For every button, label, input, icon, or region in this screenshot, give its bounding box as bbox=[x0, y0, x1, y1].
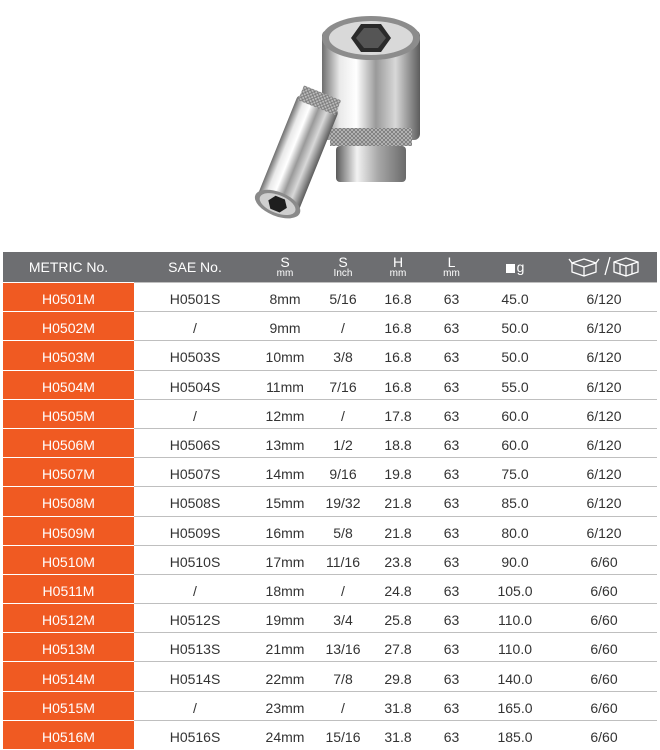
cell-l bbox=[424, 486, 479, 515]
small-socket bbox=[251, 84, 345, 224]
cell-g bbox=[479, 691, 551, 720]
sae-value: H0513S bbox=[169, 641, 221, 658]
cell-sae bbox=[134, 340, 256, 369]
h-value: 29.8 bbox=[384, 670, 412, 687]
cell-h bbox=[372, 603, 424, 632]
cell-g bbox=[479, 545, 551, 574]
cell-l bbox=[424, 661, 479, 690]
table-row bbox=[3, 370, 657, 399]
header-packaging bbox=[551, 252, 657, 282]
s-mm-value: 24mm bbox=[265, 728, 305, 745]
cell-l bbox=[424, 370, 479, 399]
header-h-mm: H mm bbox=[389, 253, 407, 279]
pack-value: 6/120 bbox=[586, 407, 622, 424]
h-value: 17.8 bbox=[384, 407, 412, 424]
cell-sae bbox=[134, 428, 256, 457]
l-value: 63 bbox=[443, 524, 460, 541]
cell-h bbox=[372, 691, 424, 720]
s-mm-value: 23mm bbox=[265, 699, 305, 716]
metric-value: H0513M bbox=[42, 641, 95, 658]
metric-value: H0510M bbox=[42, 553, 95, 570]
metric-value: H0508M bbox=[42, 495, 95, 512]
cell-h bbox=[372, 340, 424, 369]
cell-g bbox=[479, 574, 551, 603]
sae-value: H0508S bbox=[169, 495, 221, 512]
cell-s-inch bbox=[314, 340, 372, 369]
cell-s-inch bbox=[314, 603, 372, 632]
cell-l bbox=[424, 603, 479, 632]
cell-s-inch bbox=[314, 720, 372, 749]
pack-value: 6/120 bbox=[586, 320, 622, 337]
cell-h bbox=[372, 282, 424, 311]
table-row bbox=[3, 282, 657, 311]
cell-s-mm bbox=[256, 399, 314, 428]
cell-pack bbox=[551, 661, 657, 690]
pack-value: 6/60 bbox=[590, 699, 618, 716]
sae-value: H0516S bbox=[169, 728, 221, 745]
s-inch-value: / bbox=[341, 699, 345, 716]
cell-g bbox=[479, 632, 551, 661]
table-row bbox=[3, 574, 657, 603]
metric-value: H0503M bbox=[42, 349, 95, 366]
g-value: 50.0 bbox=[501, 320, 529, 337]
s-inch-value: 15/16 bbox=[325, 728, 361, 745]
cell-h bbox=[372, 428, 424, 457]
l-value: 63 bbox=[443, 670, 460, 687]
cell-metric bbox=[3, 720, 134, 749]
s-inch-value: 7/16 bbox=[329, 378, 357, 395]
s-inch-value: 1/2 bbox=[333, 437, 353, 454]
cell-l bbox=[424, 720, 479, 749]
cell-pack bbox=[551, 370, 657, 399]
cell-sae bbox=[134, 603, 256, 632]
s-inch-value: 3/8 bbox=[333, 349, 353, 366]
cell-h bbox=[372, 399, 424, 428]
cell-pack bbox=[551, 486, 657, 515]
cell-sae bbox=[134, 545, 256, 574]
cell-sae bbox=[134, 486, 256, 515]
cell-pack bbox=[551, 399, 657, 428]
s-mm-value: 18mm bbox=[265, 582, 305, 599]
s-mm-value: 17mm bbox=[265, 553, 305, 570]
sae-value: / bbox=[193, 699, 197, 716]
table-header-row bbox=[3, 252, 657, 282]
cell-sae bbox=[134, 632, 256, 661]
metric-value: H0502M bbox=[42, 320, 95, 337]
table-row bbox=[3, 340, 657, 369]
table-row bbox=[3, 399, 657, 428]
cell-h bbox=[372, 516, 424, 545]
pack-value: 6/60 bbox=[590, 582, 618, 599]
s-inch-value: 9/16 bbox=[329, 466, 357, 483]
s-mm-value: 9mm bbox=[269, 320, 301, 337]
g-value: 50.0 bbox=[501, 349, 529, 366]
cell-pack bbox=[551, 545, 657, 574]
cell-pack bbox=[551, 632, 657, 661]
cell-g bbox=[479, 399, 551, 428]
table-row bbox=[3, 311, 657, 340]
sae-value: H0507S bbox=[169, 466, 221, 483]
header-s-inch: S Inch bbox=[333, 253, 353, 279]
table-row bbox=[3, 661, 657, 690]
h-value: 21.8 bbox=[384, 495, 412, 512]
h-value: 16.8 bbox=[384, 378, 412, 395]
cell-s-mm bbox=[256, 603, 314, 632]
cell-s-inch bbox=[314, 486, 372, 515]
cell-pack bbox=[551, 516, 657, 545]
cell-s-mm bbox=[256, 428, 314, 457]
g-value: 165.0 bbox=[497, 699, 533, 716]
l-value: 63 bbox=[443, 378, 460, 395]
cell-s-mm bbox=[256, 370, 314, 399]
cell-metric bbox=[3, 428, 134, 457]
cell-pack bbox=[551, 603, 657, 632]
box-carton-icon bbox=[568, 255, 640, 277]
g-value: 85.0 bbox=[501, 495, 529, 512]
h-value: 19.8 bbox=[384, 466, 412, 483]
header-metric-no: METRIC No. bbox=[28, 259, 109, 275]
s-mm-value: 19mm bbox=[265, 612, 305, 629]
cell-g bbox=[479, 457, 551, 486]
s-inch-value: 5/8 bbox=[333, 524, 353, 541]
g-value: 45.0 bbox=[501, 291, 529, 308]
g-value: 110.0 bbox=[498, 641, 532, 658]
header-l-mm: L mm bbox=[443, 253, 460, 279]
cell-sae bbox=[134, 370, 256, 399]
cell-g bbox=[479, 603, 551, 632]
s-mm-value: 12mm bbox=[265, 407, 305, 424]
l-value: 63 bbox=[443, 320, 460, 337]
cell-h bbox=[372, 661, 424, 690]
metric-value: H0514M bbox=[42, 670, 95, 687]
cell-pack bbox=[551, 720, 657, 749]
cell-sae bbox=[134, 399, 256, 428]
g-value: 75.0 bbox=[501, 466, 529, 483]
l-value: 63 bbox=[443, 582, 460, 599]
sae-value: H0504S bbox=[169, 378, 221, 395]
sae-value: H0501S bbox=[169, 291, 221, 308]
pack-value: 6/120 bbox=[586, 349, 622, 366]
h-value: 21.8 bbox=[384, 524, 412, 541]
cell-g bbox=[479, 428, 551, 457]
pack-value: 6/120 bbox=[586, 524, 622, 541]
s-inch-value: 3/4 bbox=[333, 612, 353, 629]
cell-l bbox=[424, 691, 479, 720]
sae-value: H0506S bbox=[169, 437, 221, 454]
cell-h bbox=[372, 574, 424, 603]
weight-icon bbox=[506, 264, 515, 273]
h-value: 25.8 bbox=[384, 612, 412, 629]
cell-metric bbox=[3, 311, 134, 340]
pack-value: 6/120 bbox=[586, 378, 622, 395]
s-inch-value: 19/32 bbox=[325, 495, 361, 512]
cell-metric bbox=[3, 516, 134, 545]
cell-metric bbox=[3, 603, 134, 632]
table-row bbox=[3, 603, 657, 632]
cell-h bbox=[372, 311, 424, 340]
cell-s-mm bbox=[256, 486, 314, 515]
cell-l bbox=[424, 311, 479, 340]
cell-g bbox=[479, 311, 551, 340]
cell-sae bbox=[134, 516, 256, 545]
cell-s-mm bbox=[256, 545, 314, 574]
cell-l bbox=[424, 282, 479, 311]
metric-value: H0506M bbox=[42, 437, 95, 454]
cell-s-mm bbox=[256, 457, 314, 486]
pack-value: 6/60 bbox=[590, 612, 618, 629]
sae-value: H0514S bbox=[169, 670, 221, 687]
s-mm-value: 14mm bbox=[265, 466, 305, 483]
cell-s-inch bbox=[314, 282, 372, 311]
pack-value: 6/120 bbox=[586, 437, 622, 454]
cell-metric bbox=[3, 370, 134, 399]
l-value: 63 bbox=[443, 407, 460, 424]
cell-l bbox=[424, 516, 479, 545]
l-value: 63 bbox=[443, 437, 460, 454]
cell-s-mm bbox=[256, 516, 314, 545]
cell-l bbox=[424, 340, 479, 369]
s-inch-value: / bbox=[341, 407, 345, 424]
h-value: 18.8 bbox=[384, 437, 412, 454]
cell-pack bbox=[551, 340, 657, 369]
cell-g bbox=[479, 340, 551, 369]
cell-l bbox=[424, 457, 479, 486]
g-value: 60.0 bbox=[501, 407, 529, 424]
cell-s-mm bbox=[256, 311, 314, 340]
cell-l bbox=[424, 545, 479, 574]
cell-h bbox=[372, 632, 424, 661]
s-mm-value: 10mm bbox=[265, 349, 305, 366]
cell-s-inch bbox=[314, 370, 372, 399]
metric-value: H0511M bbox=[42, 582, 95, 599]
s-mm-value: 22mm bbox=[265, 670, 305, 687]
cell-s-inch bbox=[314, 428, 372, 457]
cell-h bbox=[372, 486, 424, 515]
l-value: 63 bbox=[443, 612, 460, 629]
h-value: 16.8 bbox=[384, 291, 412, 308]
cell-metric bbox=[3, 457, 134, 486]
cell-h bbox=[372, 457, 424, 486]
h-value: 27.8 bbox=[384, 641, 412, 658]
g-value: 105.0 bbox=[497, 582, 533, 599]
cell-sae bbox=[134, 574, 256, 603]
table-row bbox=[3, 720, 657, 749]
l-value: 63 bbox=[443, 466, 460, 483]
l-value: 63 bbox=[443, 495, 460, 512]
pack-value: 6/60 bbox=[590, 553, 618, 570]
cell-s-inch bbox=[314, 661, 372, 690]
table-row bbox=[3, 545, 657, 574]
cell-g bbox=[479, 282, 551, 311]
g-value: 110.0 bbox=[498, 612, 532, 629]
cell-pack bbox=[551, 457, 657, 486]
h-value: 16.8 bbox=[384, 349, 412, 366]
cell-s-inch bbox=[314, 399, 372, 428]
g-value: 55.0 bbox=[501, 378, 529, 395]
cell-pack bbox=[551, 574, 657, 603]
cell-g bbox=[479, 661, 551, 690]
cell-s-mm bbox=[256, 632, 314, 661]
metric-value: H0505M bbox=[42, 407, 95, 424]
s-inch-value: / bbox=[341, 582, 345, 599]
cell-metric bbox=[3, 632, 134, 661]
cell-sae bbox=[134, 457, 256, 486]
cell-pack bbox=[551, 282, 657, 311]
s-mm-value: 13mm bbox=[265, 437, 305, 454]
l-value: 63 bbox=[443, 728, 460, 745]
cell-s-inch bbox=[314, 311, 372, 340]
metric-value: H0507M bbox=[42, 466, 95, 483]
cell-sae bbox=[134, 691, 256, 720]
metric-value: H0516M bbox=[42, 728, 95, 745]
s-mm-value: 16mm bbox=[265, 524, 305, 541]
h-value: 23.8 bbox=[384, 553, 412, 570]
header-sae-no: SAE No. bbox=[168, 259, 222, 275]
metric-value: H0509M bbox=[42, 524, 95, 541]
cell-sae bbox=[134, 282, 256, 311]
pack-value: 6/120 bbox=[586, 291, 622, 308]
s-mm-value: 21mm bbox=[265, 641, 305, 658]
l-value: 63 bbox=[443, 291, 460, 308]
s-inch-value: 7/8 bbox=[333, 670, 353, 687]
h-value: 16.8 bbox=[384, 320, 412, 337]
cell-s-inch bbox=[314, 545, 372, 574]
cell-l bbox=[424, 574, 479, 603]
cell-s-mm bbox=[256, 282, 314, 311]
s-mm-value: 15mm bbox=[265, 495, 305, 512]
cell-g bbox=[479, 486, 551, 515]
cell-metric bbox=[3, 399, 134, 428]
cell-s-inch bbox=[314, 457, 372, 486]
table-row bbox=[3, 486, 657, 515]
metric-value: H0504M bbox=[42, 378, 95, 395]
cell-metric bbox=[3, 691, 134, 720]
table-row bbox=[3, 691, 657, 720]
s-mm-value: 8mm bbox=[269, 291, 301, 308]
h-value: 24.8 bbox=[384, 582, 412, 599]
h-value: 31.8 bbox=[384, 699, 412, 716]
cell-l bbox=[424, 399, 479, 428]
cell-g bbox=[479, 720, 551, 749]
s-inch-value: 13/16 bbox=[325, 641, 361, 658]
cell-h bbox=[372, 720, 424, 749]
cell-sae bbox=[134, 311, 256, 340]
g-value: 60.0 bbox=[501, 437, 529, 454]
cell-s-inch bbox=[314, 516, 372, 545]
s-mm-value: 11mm bbox=[266, 378, 304, 395]
cell-h bbox=[372, 370, 424, 399]
s-inch-value: / bbox=[341, 320, 345, 337]
pack-value: 6/60 bbox=[590, 641, 618, 658]
g-value: 140.0 bbox=[497, 670, 533, 687]
cell-pack bbox=[551, 311, 657, 340]
h-value: 31.8 bbox=[384, 728, 412, 745]
s-inch-value: 11/16 bbox=[326, 553, 360, 570]
cell-sae bbox=[134, 720, 256, 749]
cell-s-mm bbox=[256, 340, 314, 369]
s-inch-value: 5/16 bbox=[329, 291, 357, 308]
sae-value: H0509S bbox=[169, 524, 221, 541]
cell-metric bbox=[3, 574, 134, 603]
pack-value: 6/120 bbox=[586, 495, 622, 512]
cell-s-mm bbox=[256, 720, 314, 749]
sae-value: H0503S bbox=[169, 349, 221, 366]
table-row bbox=[3, 516, 657, 545]
table-row bbox=[3, 632, 657, 661]
header-weight: g bbox=[479, 252, 551, 282]
cell-metric bbox=[3, 282, 134, 311]
metric-value: H0515M bbox=[42, 699, 95, 716]
l-value: 63 bbox=[443, 349, 460, 366]
pack-value: 6/60 bbox=[590, 670, 618, 687]
g-value: 80.0 bbox=[501, 524, 529, 541]
specification-table bbox=[3, 252, 657, 749]
cell-s-inch bbox=[314, 574, 372, 603]
pack-value: 6/60 bbox=[590, 728, 618, 745]
cell-s-mm bbox=[256, 661, 314, 690]
pack-value: 6/120 bbox=[586, 466, 622, 483]
metric-value: H0501M bbox=[42, 291, 95, 308]
cell-g bbox=[479, 370, 551, 399]
cell-g bbox=[479, 516, 551, 545]
sae-value: H0512S bbox=[169, 612, 221, 629]
g-value: 90.0 bbox=[501, 553, 529, 570]
cell-s-inch bbox=[314, 691, 372, 720]
l-value: 63 bbox=[443, 641, 460, 658]
table-row bbox=[3, 457, 657, 486]
l-value: 63 bbox=[443, 699, 460, 716]
cell-metric bbox=[3, 661, 134, 690]
metric-value: H0512M bbox=[42, 612, 95, 629]
cell-metric bbox=[3, 545, 134, 574]
cell-s-mm bbox=[256, 691, 314, 720]
sae-value: / bbox=[193, 320, 197, 337]
sae-value: H0510S bbox=[169, 553, 221, 570]
cell-h bbox=[372, 545, 424, 574]
cell-l bbox=[424, 632, 479, 661]
cell-metric bbox=[3, 486, 134, 515]
l-value: 63 bbox=[443, 553, 460, 570]
cell-sae bbox=[134, 661, 256, 690]
header-s-mm: S mm bbox=[276, 253, 294, 279]
cell-pack bbox=[551, 691, 657, 720]
sae-value: / bbox=[193, 582, 197, 599]
cell-s-mm bbox=[256, 574, 314, 603]
product-photo bbox=[0, 0, 660, 250]
table-row bbox=[3, 428, 657, 457]
cell-l bbox=[424, 428, 479, 457]
sae-value: / bbox=[193, 407, 197, 424]
cell-pack bbox=[551, 428, 657, 457]
cell-metric bbox=[3, 340, 134, 369]
cell-s-inch bbox=[314, 632, 372, 661]
g-value: 185.0 bbox=[497, 728, 533, 745]
